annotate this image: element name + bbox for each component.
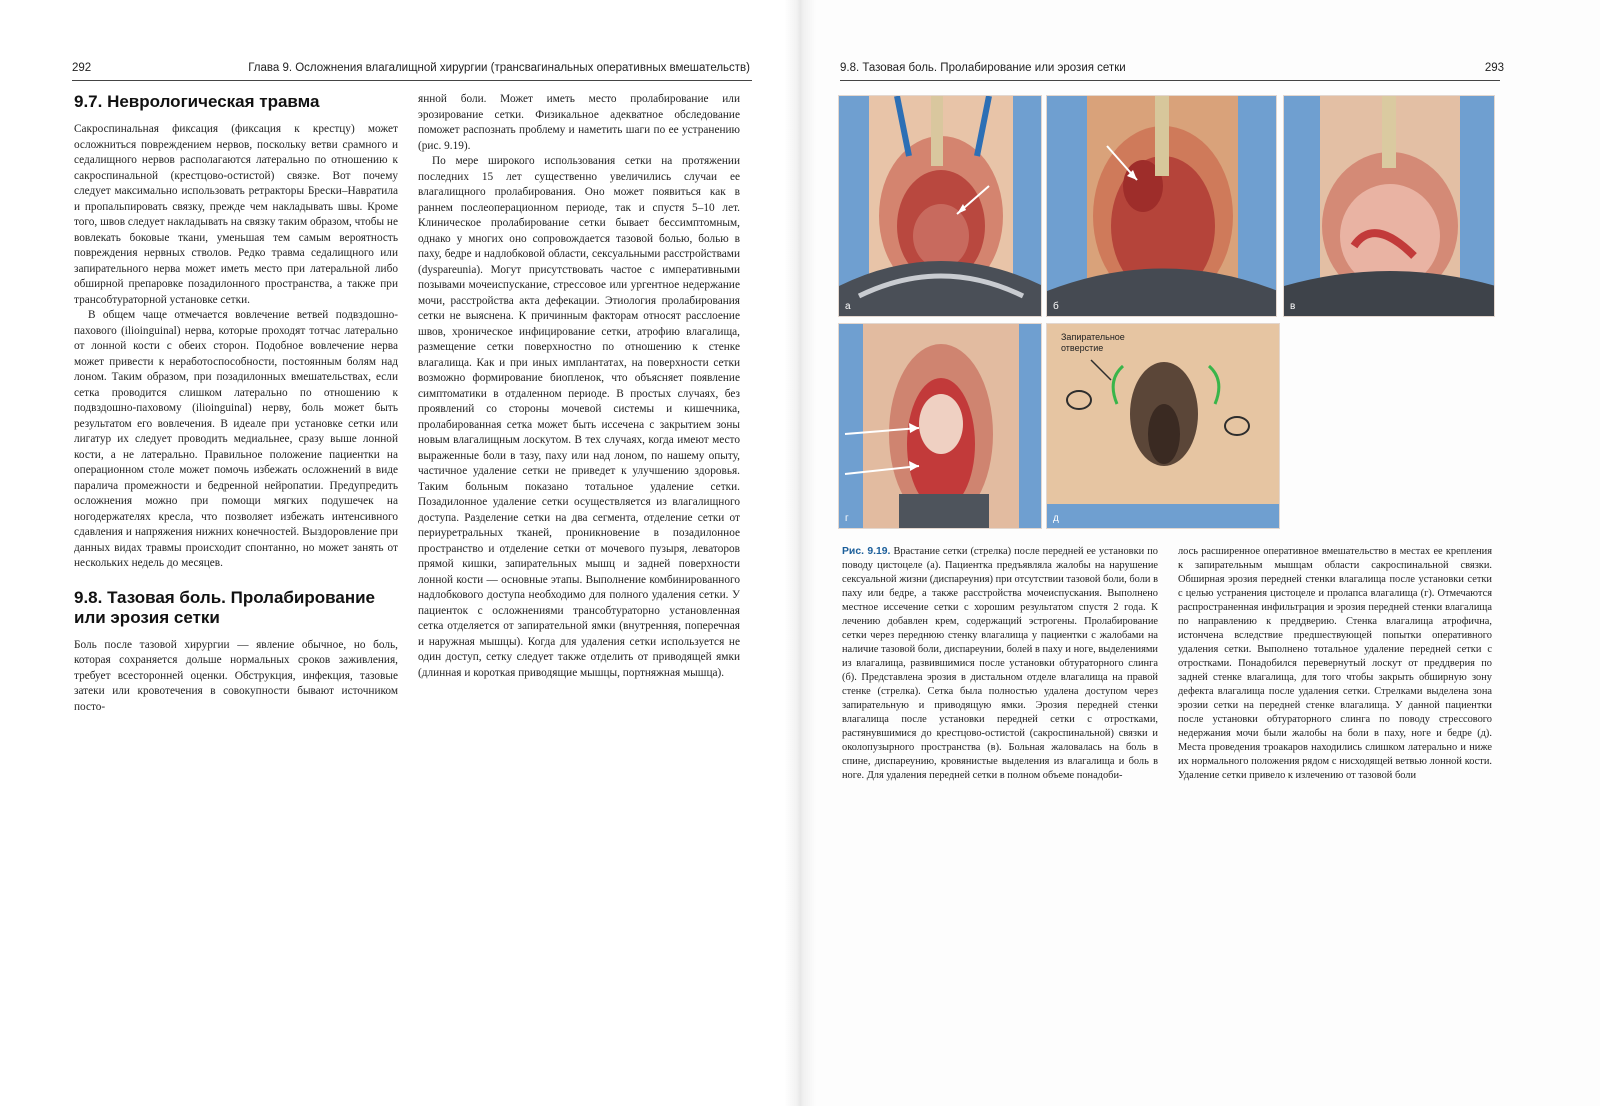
section-heading-9-8: 9.8. Тазовая боль. Пролабирование или эрозия сетки [74, 587, 375, 627]
figure-photo-d [838, 323, 1042, 529]
photo-label-d: г [845, 513, 849, 524]
right-page [800, 0, 1600, 1106]
paragraph: В общем чаще отмечается вовлечение ветвей подвздошно-пахового (ilioinguinal) нерва, которые проходят тотчас латерально от лонной кости с обеих сторон. Подобное вовлечение нерва может привести к неработоспособности, постоянным болям над лоном. Таким образом, при позадилонных вмешательствах, если сетка проводится слишком латерально по отношению к подвздошно-паховому (ilioinguinal) нерву, боль может быть результатом его вовлечения. В идеале при установке сетки или лигатур их следует проводить медиальнее, сразу выше лонной кости, а не латерально. Правильное положение пациентки на операционном столе может помочь избежать осложнений в виде паралича промежности и бедренной нейропатии. Предупредить осложнения можно при помощи мягких подушечек на ногодержателях кресла, что позволяет избежать интенсивного сдавления и напряжения нижних конечностей. Выздоровление при данных видах травмы происходит спонтанно, но может занять от нескольких недель до месяцев. [74, 309, 398, 569]
figure-caption-col-1 [842, 545, 1158, 783]
caption-text: Врастание сетки (стрелка) после передней ее установки по поводу цистоцеле (а). Пациентка предъявляла жалобы на нарушение сексуальной жизни (диспареуния) при отсутствии тазовой боли, боли в паху или бедре, а также расстройства мочеиспускания. Выполнено местное иссечение сетки с хорошим результатом спустя 2 года. К лечению добавлен крем, содержащий эстрогены. Пролабирование сетки через переднюю стенку влагалища у пациентки с жалобами на наличие тазовой боли, диспареунии, болей в паху и ноге, выделениями из влагалища, развившимися после установки обтураторного слинга (б). Представлена эрозия в дистальном отделе влагалища на правой стенке (стрелка). Сетка была полностью удалена доступом через запирательную и приводящую ямки. Эрозия передней стенки влагалища после установки передней сетки с отростками, растянувшимися до крестцово-остистой (сакроспинальной) связки и околопузырного пространства (в). Больная жаловалась на боль в спине, диспареунию, кровянистые выделения из влагалища и боль в ноге. Для удаления передней сетки в полном объеме понадоби- [842, 546, 1158, 781]
right-page-number: 293 [1484, 62, 1504, 74]
photo-annotation-obturator: Запирательное отверстие [1061, 332, 1125, 353]
figure-photo-e [1046, 323, 1280, 529]
caption-text: лось расширенное оперативное вмешательство в местах ее крепления к запирательным мышцам области сакроспинальной связки. Обширная эрозия передней стенки влагалища после установки сетки с целью устранения цистоцеле и пролапса влагалища (г). Отмечаются распространенная инфильтрация и эрозия передней стенки влагалища по направлению к преддверию. Стенка влагалища атрофична, истончена вследствие предшествующей попытки оперативного удаления сетки. Выполнено тотальное удаление передней сетки с отростками. Понадобился перевернутый лоскут от преддверия по задней стенке влагалища, для того чтобы закрыть обширную зону дефекта влагалища после удаления сетки. Стрелками выделена зона эрозии сетки на передней стенке влагалища. У данной пациентки после установки обтураторного слинга по поводу стрессового недержания мочи были жалобы на боли в паху, ноге и бедре (д). Места проведения троакаров находились слишком латерально и ниже их нормального положения рядом с нисходящей ветвью лонной кости. Удаление сетки привело к излечению от тазовой боли [1178, 546, 1492, 781]
header-rule [840, 80, 1500, 81]
paragraph: Боль после тазовой хирургии — явление обычное, но боль, которая сохраняется дольше нормальных сроков заживления, требует всесторонней оценки. Обструкция, инфекция, тазовые затеки или кровотечения в совокупности бывают источником посто- [74, 638, 398, 713]
figure-photo-c [1283, 95, 1495, 317]
paragraph: По мере широкого использования сетки на протяжении последних 15 лет существенно увеличились случаи ее влагалищного пролабирования. Оно может появиться как в раннем послеоперационном периоде, так и спустя 5–10 лет. Клиническое пролабирование сетки бывает бессимптомным, однако у многих оно сопровождается тазовой болью, болью в паху, бедре и надлобковой области, сексуальными расстройствами (dyspareunia). Могут присутствовать частое с императивными позывами мочеиспускание, стрессовое или ургентное недержание мочи, расстройства акта дефекации. Этиология пролабирования сетки не выяснена. К причинным факторам относят расслоение швов, хроническое инфицирование сетки, атрофию влагалища, размещение сетки поверхностно по отношению к стенке влагалища. Как и при иных имплантатах, на поверхности сетки возможно формирование биопленок, что объясняет появление симптоматики в отдаленном периоде. В простых случаях, без проявлений со стороны мочевой системы и кишечника, пролабированная сетка может быть иссечена с закрытием зоны новым влагалищным лоскутом. В тех случаях, когда имеют место выраженные боли в тазу, паху или над лоном, по нашему опыту, частичное удаление сетки не приведет к улучшению здоровья. Таким больным показано тотальное удаление сетки. Позадилонное удаление сетки осуществляется из влагалищного доступа. Разделение сетки на два сегмента, отделение сетки от периуретральных тканей, проникновение в позадилонное пространство и отделение сетки от мочевого пузыря, леваторов прямой кишки, запирательных мышц и задней поверхности лонной кости — основные этапы. Выполнение комбинированного надлобкового доступа необходимо для полного удаления сетки. У пациенток с осложнениями трансобтураторно установленная сетка отделяется от запирательной ямки (внутренняя, поперечная и наружная мышцы). Когда для удаления сетки используется не один доступ, сетку следует также отделить от приводящей ямки (длинная и короткая приводящие мышцы, портняжная мышца). [418, 155, 740, 679]
photo-label-a: а [845, 301, 851, 312]
figure-caption-col-2 [1178, 545, 1492, 783]
photo-label-c: в [1290, 301, 1296, 312]
paragraph: янной боли. Может иметь место пролабирование или эрозирование сетки. Физикальное адекватное обследование поможет распознать проблему и наметить шаги по ее устранению (рис. 9.19). [418, 93, 740, 152]
paragraph: Сакроспинальная фиксация (фиксация к крестцу) может осложниться повреждением нервов, поскольку ветви срамного и седалищного нервов располагаются латерально по отношению к сакроспинальной (крестцово-остистой) связке. Вот почему следует максимально использовать ретракторы Брески–Навратила и пропальпировать связку, прежде чем накладывать швы. Кроме того, швов следует накладывать на связку таким образом, чтобы не вовлекать боковые ткани, уменьшая тем самым вероятность повреждения нервных стволов. Редко травма седалищного или запирательного нерва может иметь место при латеральной либо обширной препаровке позадилонного пространства, а также при трансобтураторной установке сетки. [74, 123, 398, 306]
figure-photo-b [1046, 95, 1277, 317]
photo-label-e: д [1053, 513, 1059, 524]
right-running-head: 9.8. Тазовая боль. Пролабирование или эрозия сетки [840, 62, 1126, 74]
book-gutter [784, 0, 816, 1106]
section-heading-9-7: 9.7. Неврологическая травма [74, 92, 320, 111]
figure-label: Рис. 9.19. [842, 546, 891, 557]
left-column-1 [74, 92, 398, 715]
header-rule [72, 80, 752, 81]
left-page-number: 292 [72, 62, 92, 74]
left-column-2 [418, 92, 740, 681]
left-running-head: Глава 9. Осложнения влагалищной хирургии (трансвагинальных оперативных вмешательств) [248, 62, 750, 74]
figure-photo-a [838, 95, 1042, 317]
photo-label-b: б [1053, 301, 1059, 312]
